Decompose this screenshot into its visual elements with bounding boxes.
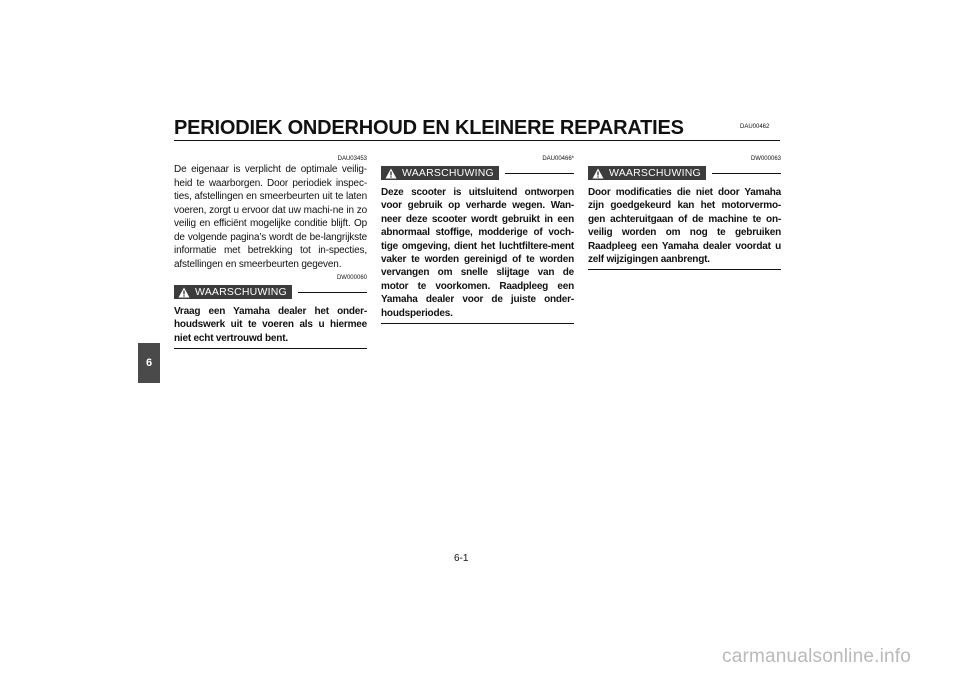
warning-header-rule <box>298 292 367 293</box>
warning-label: WAARSCHUWING <box>195 286 287 298</box>
warning-text: Vraag een Yamaha dealer het onder-houdswerk uit te voeren als u hiermee niet echt vertrouwd bent. <box>174 306 367 344</box>
warning-badge <box>381 166 499 180</box>
ref-code: DAU03453 <box>337 156 367 162</box>
warning-end-rule <box>588 269 781 270</box>
page-title: PERIODIEK ONDERHOUD EN KLEINERE REPARATIES <box>174 117 684 139</box>
warning-badge <box>174 285 292 299</box>
title-ref-code: DAU00462 <box>740 124 770 130</box>
warning-ref-code: DW000060 <box>336 275 367 281</box>
warning-triangle-icon <box>592 168 604 179</box>
warning-label: WAARSCHUWING <box>402 167 494 179</box>
warning-header <box>174 285 367 299</box>
warning-end-rule <box>174 348 367 349</box>
warning-ref-code: DAU00466* <box>542 156 574 162</box>
warning-header-rule <box>505 173 574 174</box>
chapter-tab-number: 6 <box>145 357 153 369</box>
chapter-tab <box>138 343 160 383</box>
title-underline <box>174 140 780 141</box>
intro-paragraph: De eigenaar is verplicht de optimale veilig-heid te waarborgen. Door periodiek inspec-ties, afstellingen en smeerbeurten uit te laten voeren, zorgt u ervoor dat uw machi-ne in zo veilig en efficiënt mogelijke conditie blijft. Op de volgende pagina’s wordt de be-langrijkste informatie met betrekking tot in-specties, afstellingen en smeerbeurten gegeven. <box>174 164 367 270</box>
warning-ref-code: DW000063 <box>750 156 781 162</box>
warning-text: Door modificaties die niet door Yamaha zijn goedgekeurd kan het motorvermo-gen achteruitgaan of de machine te on-veilig worden om nog te gebruiken Raadpleeg een Yamaha dealer voordat u zelf wijzigingen aanbrengt. <box>588 187 781 266</box>
warning-end-rule <box>381 323 574 324</box>
warning-text: Deze scooter is uitsluitend ontworpen voor gebruik op verharde wegen. Wan-neer deze scooter wordt gebruikt in een abnormaal stoffige, modderige of voch-tige omgeving, dient het luchtfiltere-ment vaker te worden gereinigd of te worden vervangen om snelle slijtage van de motor te voorkomen. Raadpleeg een Yamaha dealer voor de juiste onder-houdsperiodes. <box>381 187 574 319</box>
warning-header-rule <box>712 173 781 174</box>
column-1 <box>174 156 367 349</box>
warning-badge <box>588 166 706 180</box>
column-3 <box>588 156 781 270</box>
warning-header <box>588 166 781 180</box>
warning-header <box>381 166 574 180</box>
page-number: 6-1 <box>454 553 469 564</box>
watermark: carmanualsonline.info <box>722 646 912 667</box>
column-2 <box>381 156 574 324</box>
warning-triangle-icon <box>385 168 397 179</box>
warning-label: WAARSCHUWING <box>609 167 701 179</box>
warning-triangle-icon <box>178 287 190 298</box>
